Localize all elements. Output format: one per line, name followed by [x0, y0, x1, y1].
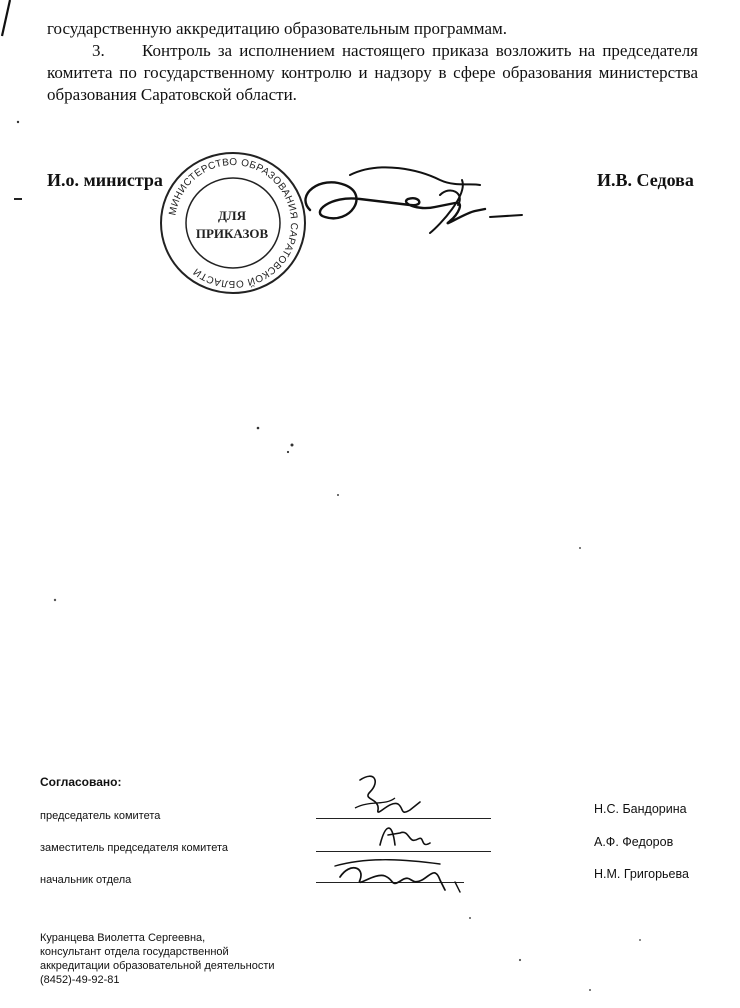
executor-phone: (8452)-49-92-81	[40, 974, 120, 986]
signatory-name: И.В. Седова	[597, 170, 694, 190]
continued-text-line: государственную аккредитацию образовательным программам.	[47, 19, 507, 38]
approval-name-1: Н.С. Бандорина	[594, 802, 687, 816]
executor-position: консультант отдела государственной	[40, 946, 229, 958]
approval-name-2: А.Ф. Федоров	[594, 835, 674, 849]
approvals-heading: Согласовано:	[40, 775, 122, 789]
approval-role-1: председатель комитета	[40, 810, 161, 822]
approval-name-3: Н.М. Григорьева	[594, 867, 689, 881]
stamp-ring-text: МИНИСТЕРСТВО ОБРАЗОВАНИЯ САРАТОВСКОЙ ОБЛАСТИ	[167, 156, 300, 290]
signatory-position: И.о. министра	[47, 170, 163, 190]
approval-role-3: начальник отдела	[40, 874, 132, 886]
executor-department: аккредитации образовательной деятельности	[40, 960, 275, 972]
stamp-center-line1: ДЛЯ	[217, 208, 247, 223]
paragraph-text: Контроль за исполнением настоящего приказа возложить на председателя комитета по государственному контролю и надзору в сфере образования министерства образования Саратовской области.	[47, 41, 698, 104]
stamp-center-line2: ПРИКАЗОВ	[195, 226, 269, 241]
approval-role-2: заместитель председателя комитета	[40, 842, 228, 854]
executor-name: Куранцева Виолетта Сергеевна,	[40, 932, 206, 944]
paragraph-number: 3.	[92, 41, 105, 60]
